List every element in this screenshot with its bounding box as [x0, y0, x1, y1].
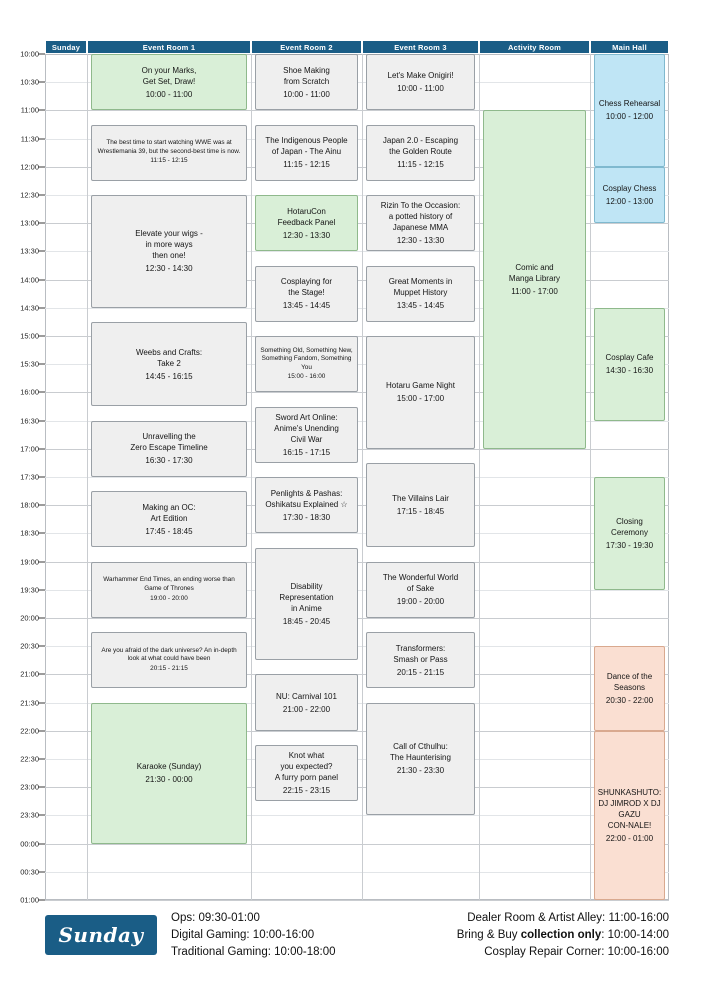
event-time: 10:00 - 11:00: [397, 84, 444, 94]
event-block[interactable]: [255, 548, 358, 661]
event-title: SHUNKASHUTO: DJ JIMROD X DJ GAZU CON-NALE!: [597, 787, 662, 830]
event-block[interactable]: [255, 195, 358, 251]
event-time: 11:15 - 12:15: [283, 160, 330, 170]
event-block[interactable]: [594, 731, 665, 900]
event-block[interactable]: [91, 632, 247, 688]
event-title: Cosplay Cafe: [605, 353, 654, 363]
event-title: Great Moments in Muppet History: [388, 277, 453, 298]
event-block[interactable]: [366, 195, 475, 251]
column-separator: [590, 54, 591, 900]
event-block[interactable]: [594, 308, 665, 421]
event-time: 19:00 - 20:00: [150, 594, 188, 602]
event-title: Rizin To the Occasion: a potted history of Japanese MMA: [380, 201, 461, 233]
event-block[interactable]: [366, 562, 475, 618]
event-title: The Villains Lair: [392, 494, 449, 504]
event-title: NU: Carnival 101: [276, 691, 337, 701]
event-time: 17:30 - 19:30: [605, 540, 654, 550]
event-title: Dance of the Seasons: [606, 671, 653, 692]
event-time: 14:45 - 16:15: [145, 371, 193, 381]
column-header-row: [45, 40, 669, 54]
event-title: Shoe Making from Scratch: [283, 65, 330, 86]
time-label: 19:30: [20, 585, 39, 595]
event-title: Sword Art Online: Anime's Unending Civil War: [274, 412, 339, 444]
footer-line: Digital Gaming: 10:00-16:00: [171, 928, 315, 941]
event-block[interactable]: [366, 54, 475, 110]
event-block[interactable]: [366, 125, 475, 181]
time-tick: [38, 448, 45, 449]
time-tick: [38, 110, 45, 111]
footer-line: Traditional Gaming: 10:00-18:00: [171, 945, 336, 958]
event-time: 20:30 - 22:00: [605, 695, 654, 705]
time-label: 22:00: [20, 726, 39, 736]
event-title: Closing Ceremony: [611, 516, 648, 537]
time-label: 19:00: [20, 557, 39, 567]
event-time: 13:45 - 14:45: [282, 301, 331, 311]
time-tick: [38, 759, 45, 760]
time-label: 23:30: [20, 810, 39, 820]
column-header-hall: Main Hall: [590, 40, 669, 54]
time-label: 00:30: [20, 867, 39, 877]
time-tick: [38, 138, 45, 139]
event-title: Cosplaying for the Stage!: [280, 277, 333, 298]
day-logo: Sunday: [45, 915, 157, 955]
time-label: 16:30: [20, 416, 39, 426]
event-title: Karaoke (Sunday): [136, 762, 202, 772]
time-label: 17:30: [20, 472, 39, 482]
event-time: 16:15 - 17:15: [282, 447, 331, 457]
event-time: 22:00 - 01:00: [605, 833, 654, 843]
time-axis: [0, 49, 45, 905]
event-title: Knot what you expected? A furry porn panel: [274, 751, 339, 783]
time-label: 10:30: [20, 77, 39, 87]
footer-right-info: [457, 910, 669, 961]
time-label: 14:30: [20, 303, 39, 313]
time-tick: [38, 702, 45, 703]
time-tick: [38, 392, 45, 393]
event-title: Are you afraid of the dark universe? An in-depth look at what could have been: [101, 646, 237, 663]
column-header-er1: Event Room 1: [87, 40, 251, 54]
event-block[interactable]: [91, 491, 247, 547]
column-separator: [362, 54, 363, 900]
event-block[interactable]: [255, 125, 358, 181]
time-label: 15:00: [20, 331, 39, 341]
event-title: HotaruCon Feedback Panel: [277, 206, 336, 227]
event-title: The best time to start watching WWE was at Wrestlemania 39, but the second-best time is now.: [97, 139, 241, 155]
event-time: 14:30 - 16:30: [605, 366, 654, 376]
event-time: 17:45 - 18:45: [145, 526, 193, 536]
event-time: 22:15 - 23:15: [282, 786, 331, 796]
event-block[interactable]: [91, 195, 247, 308]
time-tick: [38, 646, 45, 647]
event-time: 13:45 - 14:45: [396, 301, 445, 311]
event-block[interactable]: [594, 54, 665, 167]
event-block[interactable]: [255, 54, 358, 110]
event-block[interactable]: [91, 421, 247, 477]
column-header-day: Sunday: [45, 40, 87, 54]
time-tick: [38, 223, 45, 224]
event-time: 16:30 - 17:30: [145, 456, 193, 466]
column-separator: [87, 54, 88, 900]
time-label: 15:30: [20, 359, 39, 369]
event-time: 21:30 - 23:30: [396, 766, 445, 776]
time-tick: [38, 589, 45, 590]
time-tick: [38, 815, 45, 816]
time-label: 21:00: [20, 669, 39, 679]
event-title: Penlights & Pashas: Oshikatsu Explained ☆: [265, 488, 348, 509]
time-tick: [38, 307, 45, 308]
event-time: 11:00 - 17:00: [511, 287, 558, 297]
time-tick: [38, 364, 45, 365]
time-tick: [38, 477, 45, 478]
time-tick: [38, 618, 45, 619]
grid-line: [45, 844, 669, 845]
event-block[interactable]: [255, 674, 358, 730]
time-label: 17:00: [20, 444, 39, 454]
event-time: 18:45 - 20:45: [282, 616, 331, 626]
footer-line: Cosplay Repair Corner: 10:00-16:00: [484, 945, 669, 958]
event-time: 11:15 - 12:15: [397, 160, 444, 170]
event-time: 12:30 - 13:30: [282, 230, 331, 240]
time-tick: [38, 900, 45, 901]
time-tick: [38, 674, 45, 675]
event-block[interactable]: [594, 167, 665, 223]
footer-line: Ops: 09:30-01:00: [171, 911, 260, 924]
event-time: 20:15 - 21:15: [150, 665, 188, 673]
event-title: The Wonderful World of Sake: [382, 573, 459, 594]
event-block[interactable]: [594, 646, 665, 731]
time-label: 11:30: [20, 134, 39, 144]
event-title: Hotaru Game Night: [386, 381, 455, 391]
footer: [45, 906, 669, 964]
time-tick: [38, 420, 45, 421]
event-time: 12:30 - 14:30: [145, 264, 193, 274]
column-header-act: Activity Room: [479, 40, 590, 54]
time-tick: [38, 251, 45, 252]
time-label: 18:00: [20, 500, 39, 510]
time-label: 14:00: [20, 275, 39, 285]
event-block[interactable]: [483, 110, 586, 448]
time-label: 21:30: [20, 698, 39, 708]
event-time: 15:00 - 17:00: [396, 394, 445, 404]
event-block[interactable]: [594, 477, 665, 590]
event-time: 15:00 - 16:00: [287, 373, 326, 381]
event-time: 21:30 - 00:00: [145, 775, 193, 785]
time-tick: [38, 561, 45, 562]
event-title: Unravelling the Zero Escape Timeline: [130, 432, 208, 453]
event-block[interactable]: [255, 745, 358, 801]
event-title: Weebs and Crafts: Take 2: [135, 347, 203, 368]
event-block[interactable]: [255, 407, 358, 463]
time-label: 23:00: [20, 782, 39, 792]
event-time: 19:00 - 20:00: [396, 597, 445, 607]
event-block[interactable]: [366, 632, 475, 688]
column-header-er2: Event Room 2: [251, 40, 362, 54]
grid-line: [45, 872, 669, 873]
event-title: Call of Cthulhu: The Haunterising: [390, 742, 451, 763]
footer-line: Dealer Room & Artist Alley: 11:00-16:00: [467, 911, 669, 924]
time-tick: [38, 533, 45, 534]
time-tick: [38, 787, 45, 788]
event-block[interactable]: [366, 266, 475, 322]
time-label: 16:00: [20, 387, 39, 397]
event-time: 12:30 - 13:30: [396, 236, 445, 246]
event-title: Let's Make Onigiri!: [387, 71, 454, 81]
time-label: 22:30: [20, 754, 39, 764]
time-tick: [38, 843, 45, 844]
event-time: 21:00 - 22:00: [282, 704, 331, 714]
time-label: 18:30: [20, 528, 39, 538]
event-block[interactable]: [91, 562, 247, 618]
event-title: Cosplay Chess: [602, 183, 657, 193]
time-label: 10:00: [20, 49, 39, 59]
column-header-er3: Event Room 3: [362, 40, 479, 54]
column-separator: [251, 54, 252, 900]
time-label: 12:00: [20, 162, 39, 172]
event-block[interactable]: [91, 322, 247, 407]
event-time: 17:30 - 18:30: [282, 512, 331, 522]
time-tick: [38, 505, 45, 506]
time-label: 11:00: [20, 105, 39, 115]
event-title: Chess Rehearsal: [598, 99, 661, 109]
time-label: 12:30: [20, 190, 39, 200]
event-block[interactable]: [366, 336, 475, 449]
event-block[interactable]: [366, 463, 475, 548]
time-tick: [38, 54, 45, 55]
time-label: 13:30: [20, 246, 39, 256]
event-title: Comic and Manga Library: [508, 263, 561, 284]
event-time: 10:00 - 11:00: [145, 89, 193, 99]
event-title: Transformers: Smash or Pass: [393, 643, 448, 664]
event-time: 20:15 - 21:15: [396, 667, 445, 677]
footer-line: Bring & Buy collection only: 10:00-14:00: [456, 928, 669, 941]
time-tick: [38, 82, 45, 83]
time-tick: [38, 166, 45, 167]
grid-line: [45, 900, 669, 901]
schedule-grid: [20, 40, 669, 905]
event-title: On your Marks, Get Set, Draw!: [141, 65, 197, 86]
event-title: Disability Representation in Anime: [279, 581, 334, 613]
event-time: 11:15 - 12:15: [150, 157, 188, 165]
event-block[interactable]: [255, 336, 358, 392]
event-block[interactable]: [255, 477, 358, 533]
time-label: 00:00: [20, 839, 39, 849]
schedule-body: [45, 54, 669, 900]
footer-left-info: [171, 910, 336, 961]
time-tick: [38, 279, 45, 280]
time-tick: [38, 336, 45, 337]
time-tick: [38, 871, 45, 872]
time-tick: [38, 195, 45, 196]
event-title: Something Old, Something New, Something Fandom, Something You: [260, 346, 353, 371]
event-time: 10:00 - 11:00: [283, 89, 330, 99]
event-time: 10:00 - 12:00: [605, 112, 654, 122]
event-time: 12:00 - 13:00: [605, 196, 654, 206]
time-label: 20:30: [20, 641, 39, 651]
event-block[interactable]: [91, 54, 247, 110]
time-tick: [38, 730, 45, 731]
event-title: Japan 2.0 - Escaping the Golden Route: [382, 136, 459, 157]
time-label: 13:00: [20, 218, 39, 228]
event-block[interactable]: [91, 703, 247, 844]
event-title: Elevate your wigs - in more ways then one!: [135, 229, 203, 261]
event-title: The Indigenous People of Japan - The Ainu: [265, 136, 348, 157]
time-label: 01:00: [20, 895, 39, 905]
event-block[interactable]: [366, 703, 475, 816]
event-block[interactable]: [255, 266, 358, 322]
event-block[interactable]: [91, 125, 247, 181]
event-title: Making an OC: Art Edition: [142, 502, 196, 523]
time-label: 20:00: [20, 613, 39, 623]
column-separator: [479, 54, 480, 900]
event-time: 17:15 - 18:45: [396, 507, 445, 517]
event-title: Warhammer End Times, an ending worse than Game of Thrones: [103, 576, 235, 592]
